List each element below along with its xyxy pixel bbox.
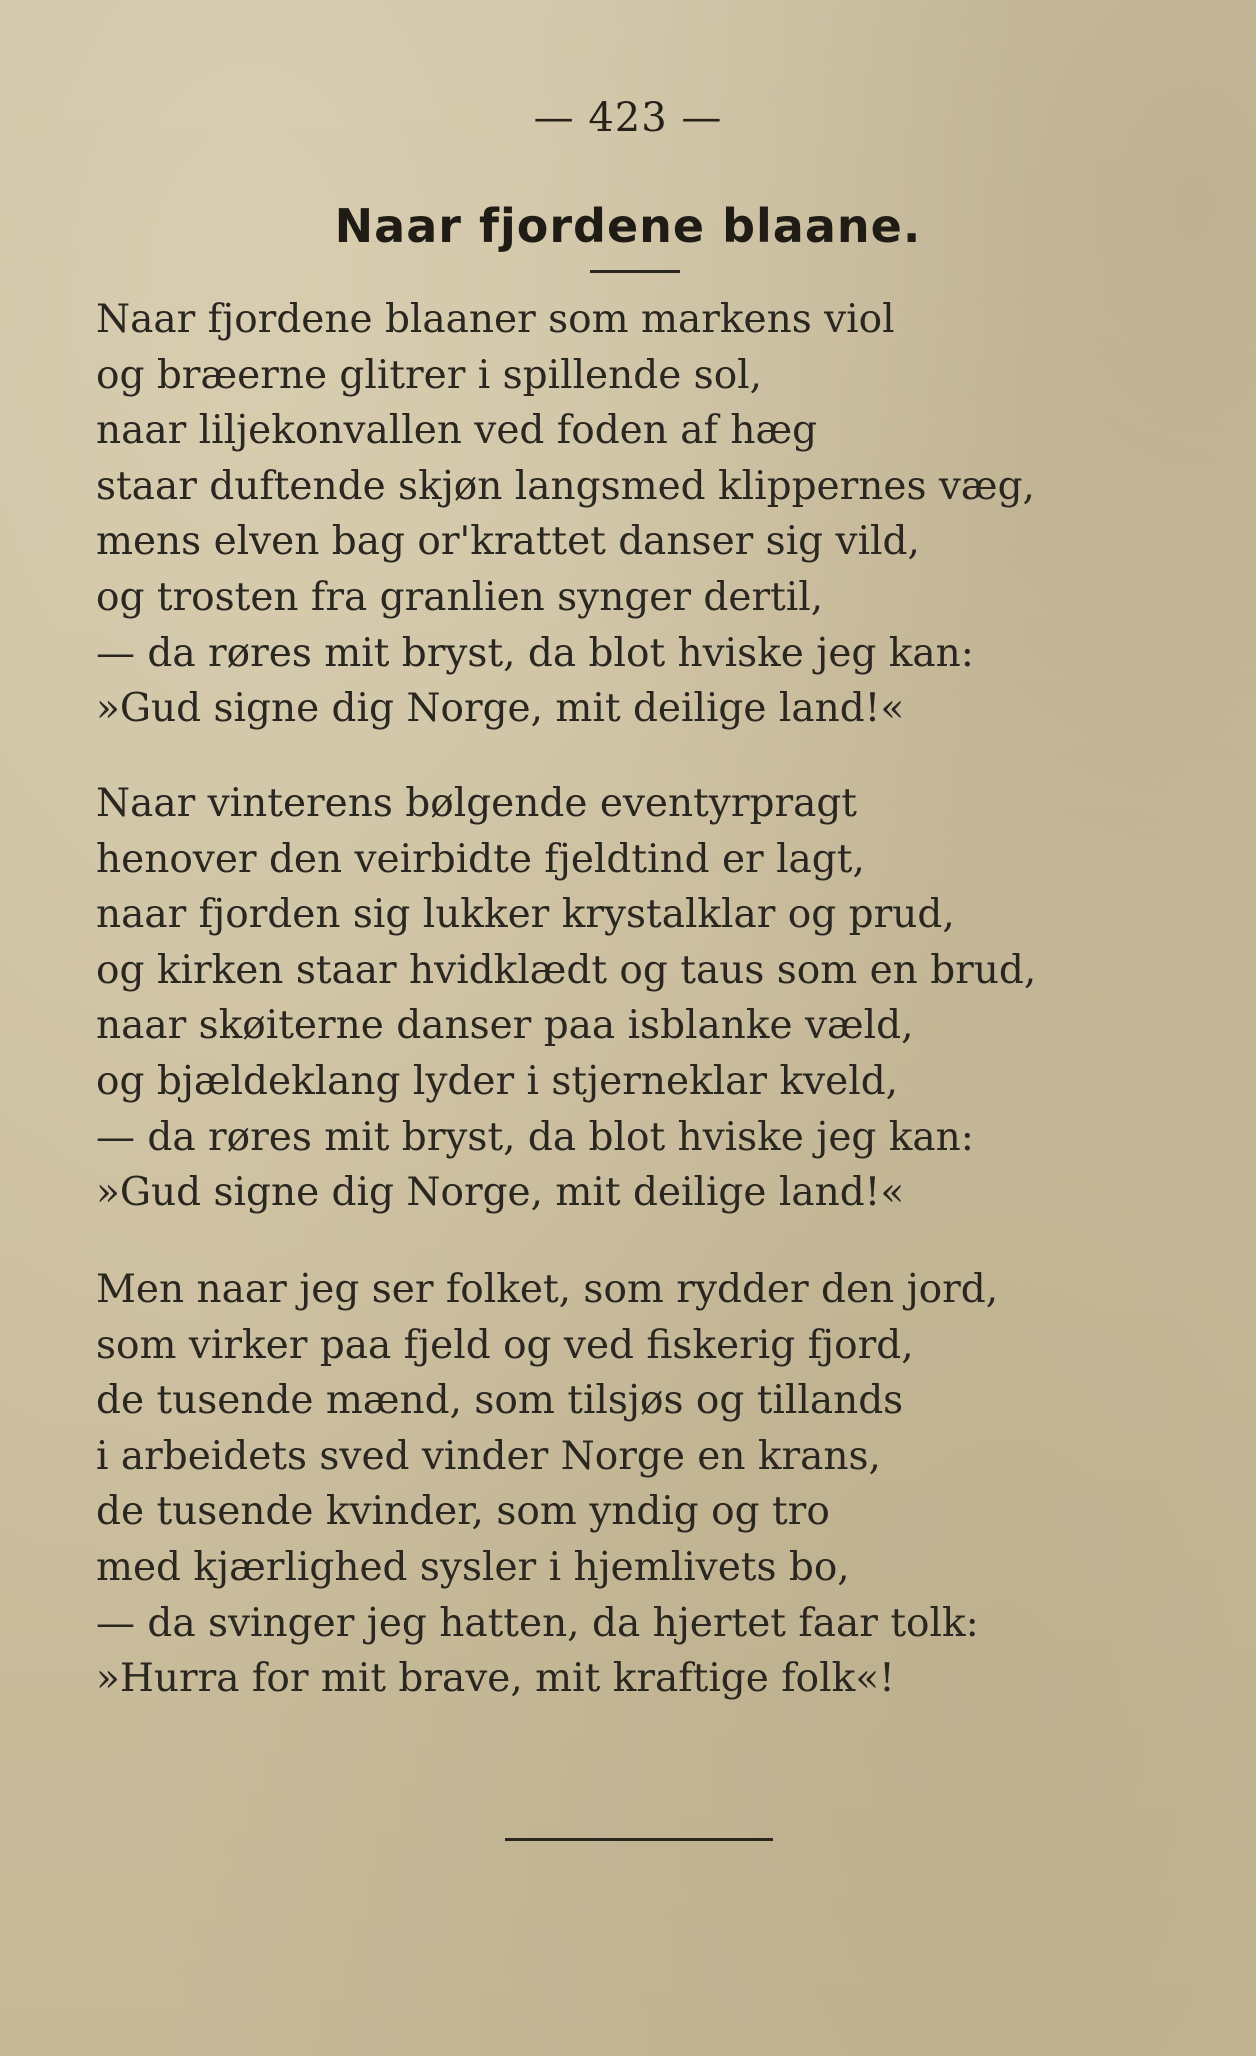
poem-line: og kirken staar hvidklædt og taus som en brud, <box>96 947 1037 993</box>
stanza-3 <box>96 1262 1216 1707</box>
poem-line: »Hurra for mit brave, mit kraftige folk«! <box>96 1656 895 1702</box>
poem-line: — da svinger jeg hatten, da hjertet faar tolk: <box>96 1600 979 1646</box>
stanza-1 <box>96 292 1216 737</box>
poem-line: med kjærlighed sysler i hjemlivets bo, <box>96 1544 850 1590</box>
poem-title: Naar fjordene blaane. <box>334 199 922 253</box>
poem-line: Naar vinterens bølgende eventyrpragt <box>96 781 857 826</box>
poem-line: staar duftende skjøn langsmed klippernes væg, <box>96 463 1035 509</box>
poem-line: de tusende mænd, som tilsjøs og tillands <box>96 1378 904 1424</box>
poem-line: de tusende kvinder, som yndig og tro <box>96 1489 830 1535</box>
poem-line: og bræerne glitrer i spillende sol, <box>96 352 763 398</box>
poem-line: — da røres mit bryst, da blot hviske jeg kan: <box>96 1114 974 1160</box>
title-divider <box>590 270 680 273</box>
poem-line: i arbeidets sved vinder Norge en krans, <box>96 1433 881 1479</box>
poem-line: henover den veirbidte fjeldtind er lagt, <box>96 836 865 882</box>
poem-line: som virker paa fjeld og ved fiskerig fjord, <box>96 1322 914 1368</box>
poem-line: — da røres mit bryst, da blot hviske jeg kan: <box>96 630 974 676</box>
stanza-2 <box>96 776 1216 1221</box>
poem-line: mens elven bag or'krattet danser sig vild, <box>96 519 920 565</box>
poem-line: og trosten fra granlien synger dertil, <box>96 574 824 620</box>
poem-line: naar fjorden sig lukker krystalklar og prud, <box>96 892 955 938</box>
poem-line: og bjældeklang lyder i stjerneklar kveld, <box>96 1058 899 1104</box>
poem-line: naar skøiterne danser paa isblanke væld, <box>96 1003 914 1049</box>
poem-line: Men naar jeg ser folket, som rydder den jord, <box>96 1267 999 1312</box>
poem-line: Naar fjordene blaaner som markens viol <box>96 297 895 342</box>
poem-line: »Gud signe dig Norge, mit deilige land!« <box>96 686 905 732</box>
page-number: — 423 — <box>533 95 723 141</box>
poem-line: »Gud signe dig Norge, mit deilige land!« <box>96 1170 905 1216</box>
end-divider <box>505 1838 773 1841</box>
poem-line: naar liljekonvallen ved foden af hæg <box>96 408 818 454</box>
